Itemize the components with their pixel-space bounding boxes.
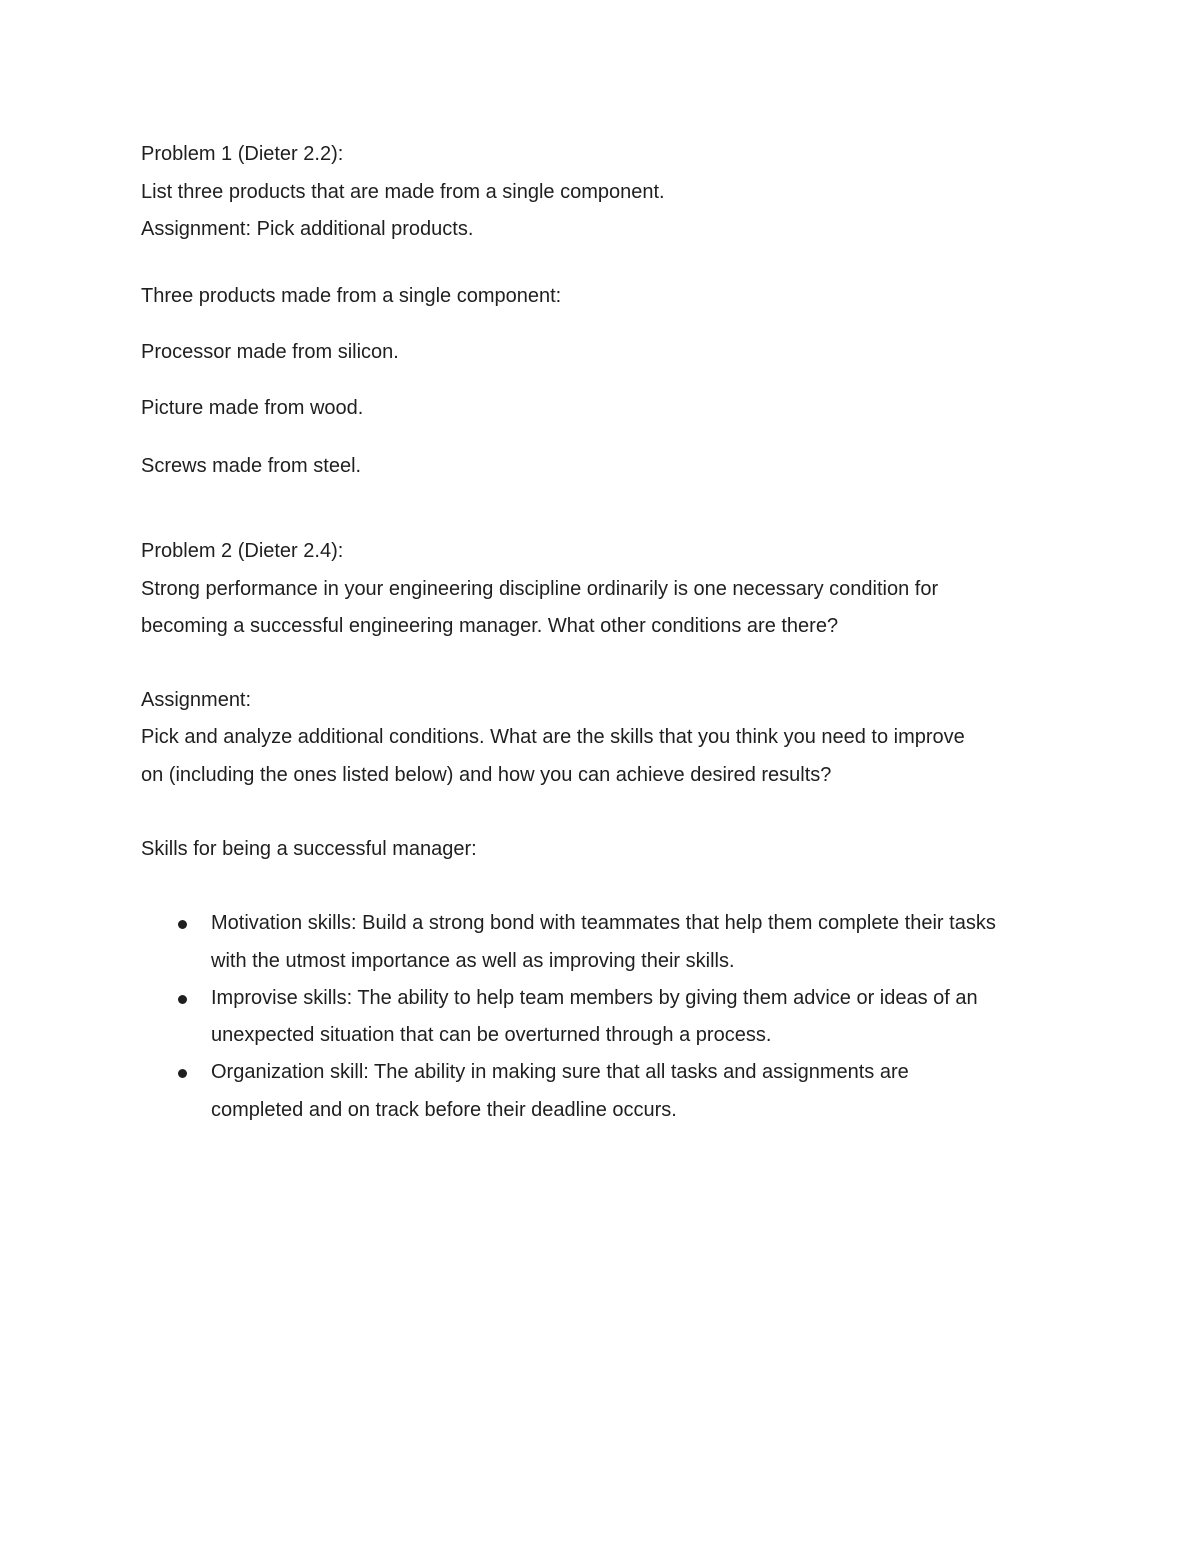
problem-2-assignment-line-1: Pick and analyze additional conditions. What are the skills that you think you need to improve: [141, 726, 965, 748]
problem-2-heading: Problem 2 (Dieter 2.4):: [141, 540, 344, 562]
problem-1-heading: Problem 1 (Dieter 2.2):: [141, 143, 344, 165]
skill-1-line-2: with the utmost importance as well as improving their skills.: [211, 950, 735, 972]
problem-1-question: List three products that are made from a single component.: [141, 181, 665, 203]
skill-3-line-1: Organization skill: The ability in making sure that all tasks and assignments are: [211, 1061, 909, 1083]
problem-2-question-line-1: Strong performance in your engineering discipline ordinarily is one necessary condition for: [141, 578, 939, 600]
problem-1-answer-3: Screws made from steel.: [141, 455, 362, 477]
bullet-icon: [178, 920, 187, 929]
problem-1-assignment: Assignment: Pick additional products.: [141, 218, 474, 240]
problem-1-answer-2: Picture made from wood.: [141, 397, 364, 419]
problem-1-answer-1: Processor made from silicon.: [141, 341, 399, 363]
problem-1-answer-intro: Three products made from a single component:: [141, 285, 562, 307]
skills-intro: Skills for being a successful manager:: [141, 838, 477, 860]
problem-2-assignment-line-2: on (including the ones listed below) and how you can achieve desired results?: [141, 764, 832, 786]
problem-2-assignment-label: Assignment:: [141, 689, 252, 711]
bullet-icon: [178, 995, 187, 1004]
problem-2-question-line-2: becoming a successful engineering manager. What other conditions are there?: [141, 615, 839, 637]
bullet-icon: [178, 1069, 187, 1078]
skill-3-line-2: completed and on track before their deadline occurs.: [211, 1099, 677, 1121]
skill-2-line-2: unexpected situation that can be overturned through a process.: [211, 1024, 772, 1046]
skill-2-line-1: Improvise skills: The ability to help team members by giving them advice or ideas of an: [211, 987, 978, 1009]
skill-1-line-1: Motivation skills: Build a strong bond with teammates that help them complete their tasks: [211, 912, 996, 934]
